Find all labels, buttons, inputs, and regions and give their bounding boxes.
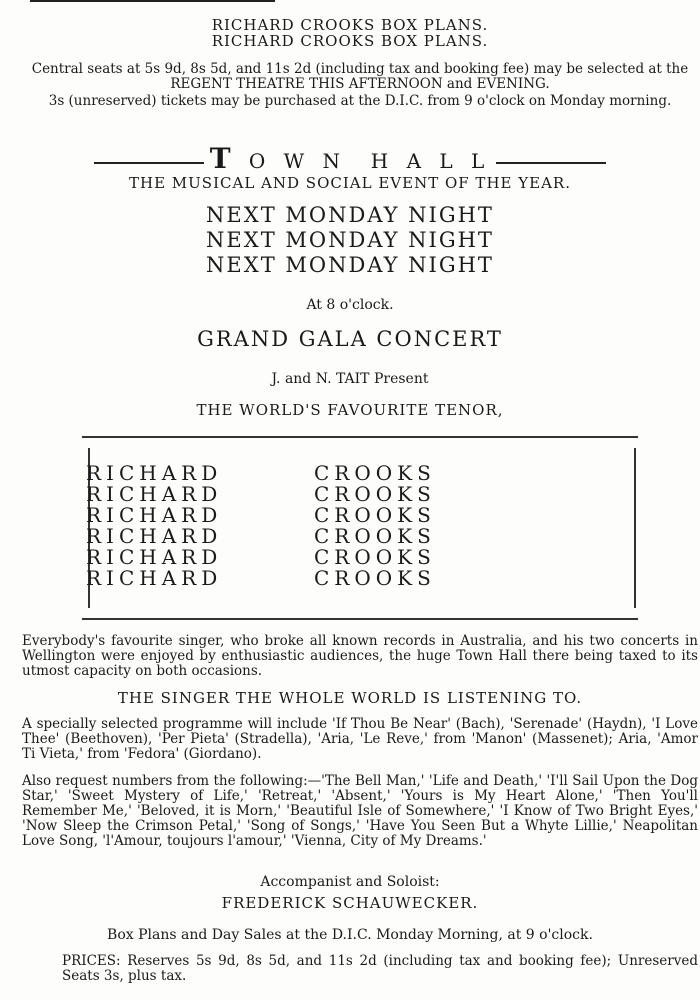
slogan: THE SINGER THE WHOLE WORLD IS LISTENING TO. (117, 689, 583, 707)
rule-right (496, 162, 606, 164)
performer-first-name: RICHARD (86, 503, 223, 527)
box-right-rule (634, 448, 636, 608)
tagline: THE MUSICAL AND SOCIAL EVENT OF THE YEAR. (129, 174, 571, 192)
venue-rest: O W N H A L L (248, 149, 491, 173)
performer-name-row (86, 463, 436, 483)
rule-left (94, 162, 204, 164)
performer-name-row (86, 547, 436, 567)
venue-heading (0, 142, 700, 175)
prices-text: PRICES: Reserves 5s 9d, 8s 5d, and 11s 2d (including tax and booking fee); Unreserved Seats 3s, plus tax. (62, 953, 698, 984)
concert-title: GRAND GALA CONCERT (197, 327, 503, 351)
presenters: J. and N. TAIT Present (271, 371, 429, 387)
performer-last-name: CROOKS (314, 545, 436, 569)
performer-first-name: RICHARD (86, 524, 223, 548)
monday-line: NEXT MONDAY NIGHT (206, 228, 494, 252)
monday-line: NEXT MONDAY NIGHT (206, 253, 494, 277)
performer-last-name: CROOKS (314, 566, 436, 590)
box-plans-line-1: RICHARD CROOKS BOX PLANS. (211, 16, 489, 34)
performer-first-name: RICHARD (86, 482, 223, 506)
performer-last-name: CROOKS (314, 461, 436, 485)
performer-name-row (86, 484, 436, 504)
box-sales-text: Box Plans and Day Sales at the D.I.C. Monday Morning, at 9 o'clock. (107, 927, 593, 943)
venue-first-letter: T (209, 142, 237, 175)
unreserved-text: 3s (unreserved) tickets may be purchased at the D.I.C. from 9 o'clock on Monday morning. (48, 93, 672, 109)
performer-last-name: CROOKS (314, 503, 436, 527)
performer-name-row (86, 526, 436, 546)
programme-text: A specially selected programme will include 'If Thou Be Near' (Bach), 'Serenade' (Haydn), 'I Love Thee' (Beethoven), 'Per Pieta' (Stradella), 'Aria, 'Le Reve,' from 'Manon' (Massenet); Aria, 'Amor Ti Vieta,' from 'Fedora' (Giordano). (22, 716, 698, 762)
accompanist-label: Accompanist and Soloist: (260, 874, 440, 890)
requests-text: Also request numbers from the following:—'The Bell Man,' 'Life and Death,' 'I'll Sail Upon the Dog Star,' 'Sweet Mystery of Life,' 'Retreat,' 'Absent,' 'Yours is My Heart Alone,' 'Then You'll Remember Me,' 'Beloved, it is Morn,' 'Beautiful Isle of Somewhere,' 'I Know of Two Bright Eyes,' 'Now Sleep the Crimson Petal,' 'Song of Songs,' 'Have You Seen But a Whyte Lillie,' Neapolitan Love Song, 'l'Amour, toujours l'amour,' 'Vienna, City of My Dreams.' (22, 773, 698, 849)
accompanist-name: FREDERICK SCHAUWECKER. (221, 894, 479, 912)
performer-first-name: RICHARD (86, 545, 223, 569)
box-plans-line-2: RICHARD CROOKS BOX PLANS. (211, 32, 489, 50)
performer-first-name: RICHARD (86, 461, 223, 485)
performer-first-name: RICHARD (86, 566, 223, 590)
performer-last-name: CROOKS (314, 524, 436, 548)
subtitle: THE WORLD'S FAVOURITE TENOR, (196, 401, 504, 419)
central-seats-text: Central seats at 5s 9d, 8s 5d, and 11s 2d (including tax and booking fee) may be selected at the REGENT THEATRE THIS AFTERNOON and EVENING. (31, 61, 689, 92)
performer-last-name: CROOKS (314, 482, 436, 506)
start-time: At 8 o'clock. (306, 297, 394, 313)
description-text: Everybody's favourite singer, who broke all known records in Australia, and his two concerts in Wellington were enjoyed by enthusiastic audiences, the huge Town Hall there being taxed to its utmost capacity on both occasions. (22, 633, 698, 679)
performer-name-row (86, 568, 436, 588)
monday-line: NEXT MONDAY NIGHT (206, 203, 494, 227)
performer-name-row (86, 505, 436, 525)
top-rule (30, 0, 275, 2)
